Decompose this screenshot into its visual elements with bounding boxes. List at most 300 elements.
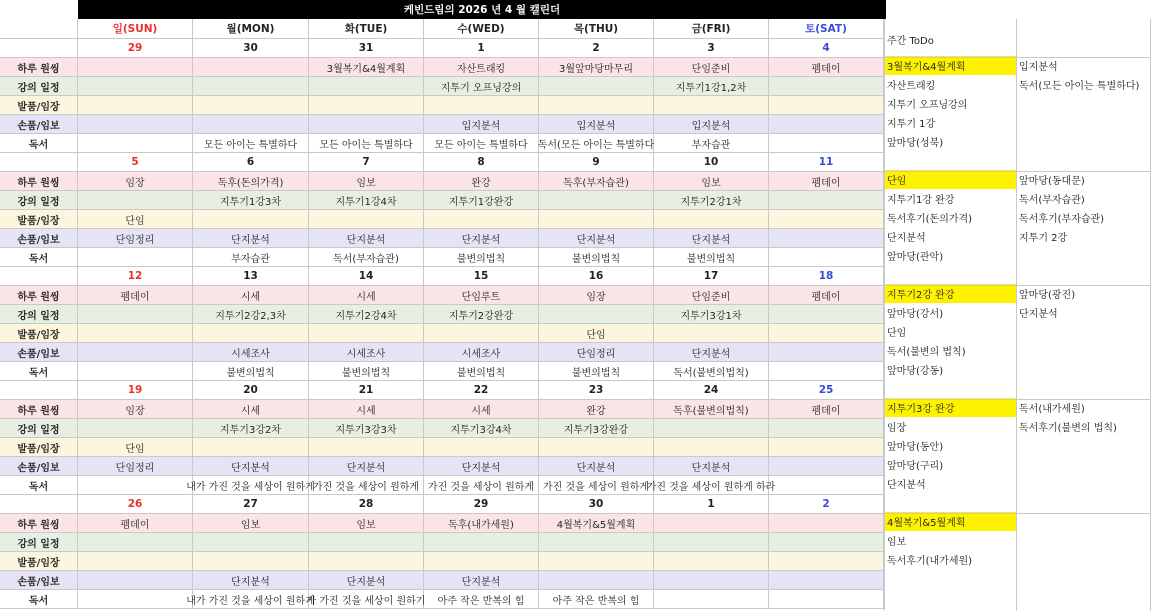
schedule-cell[interactable] <box>424 96 539 115</box>
schedule-cell[interactable]: 임보 <box>309 514 424 533</box>
schedule-cell[interactable]: 시세조사 <box>193 343 309 362</box>
schedule-cell[interactable] <box>539 77 654 96</box>
schedule-cell[interactable] <box>193 58 309 77</box>
schedule-cell[interactable]: 임보 <box>193 514 309 533</box>
schedule-cell[interactable]: 독후(부자습관) <box>539 172 654 191</box>
schedule-cell[interactable] <box>769 248 884 267</box>
row-label-3[interactable]: 손품/임보 <box>0 343 78 362</box>
schedule-cell[interactable]: 지투기2강4차 <box>309 305 424 324</box>
schedule-cell[interactable]: 독서(모든 아이는 특별하다 <box>539 134 654 153</box>
todo-item-left[interactable]: 앞마당(강동) <box>887 366 944 377</box>
schedule-cell[interactable] <box>193 115 309 134</box>
schedule-cell[interactable]: 모든 아이는 특별하다 <box>424 134 539 153</box>
date-cell[interactable]: 14 <box>309 267 424 286</box>
schedule-cell[interactable]: 가 가진 것을 세상이 원하기 <box>309 590 424 609</box>
schedule-cell[interactable] <box>309 533 424 552</box>
todo-item-left[interactable]: 4월복기&5월계획 <box>884 512 1016 531</box>
schedule-cell[interactable] <box>78 419 193 438</box>
schedule-cell[interactable]: 단지분석 <box>309 571 424 590</box>
todo-item-right[interactable]: 앞마당(동대문) <box>1019 176 1085 187</box>
date-cell[interactable]: 28 <box>309 495 424 514</box>
todo-item-right[interactable] <box>1016 588 1150 607</box>
schedule-cell[interactable] <box>78 343 193 362</box>
row-label-1[interactable]: 강의 일정 <box>0 77 78 96</box>
schedule-cell[interactable] <box>193 77 309 96</box>
date-cell[interactable]: 20 <box>193 381 309 400</box>
schedule-cell[interactable]: 임보 <box>309 172 424 191</box>
day-header-4[interactable]: 목(THU) <box>539 19 654 39</box>
schedule-cell[interactable] <box>193 552 309 571</box>
row-label-1[interactable]: 강의 일정 <box>0 305 78 324</box>
schedule-cell[interactable]: 단지분석 <box>193 571 309 590</box>
schedule-cell[interactable] <box>539 191 654 210</box>
schedule-cell[interactable]: 독후(불변의법칙) <box>654 400 769 419</box>
todo-item-left[interactable] <box>884 588 1016 607</box>
row-label-1[interactable]: 강의 일정 <box>0 419 78 438</box>
schedule-cell[interactable]: 단지분석 <box>539 457 654 476</box>
row-label-4[interactable]: 독서 <box>0 362 78 381</box>
schedule-cell[interactable]: 불변의법칙 <box>309 362 424 381</box>
todo-item-left[interactable]: 독서후기(내가세원) <box>887 556 973 567</box>
schedule-cell[interactable] <box>769 590 884 609</box>
schedule-cell[interactable]: 지투기3강1차 <box>654 305 769 324</box>
schedule-cell[interactable]: 지투기1강완강 <box>424 191 539 210</box>
schedule-cell[interactable] <box>769 305 884 324</box>
schedule-cell[interactable]: 시세 <box>193 400 309 419</box>
row-label-1[interactable]: 강의 일정 <box>0 533 78 552</box>
schedule-cell[interactable]: 지투기2강완강 <box>424 305 539 324</box>
schedule-cell[interactable] <box>769 115 884 134</box>
todo-item-right[interactable] <box>1016 569 1150 588</box>
schedule-cell[interactable]: 지투기 오프닝강의 <box>424 77 539 96</box>
todo-item-right[interactable]: 독서후기(불변의 법칙) <box>1019 423 1117 434</box>
schedule-cell[interactable]: 완강 <box>424 172 539 191</box>
schedule-cell[interactable]: 단임정리 <box>78 457 193 476</box>
schedule-cell[interactable] <box>309 552 424 571</box>
schedule-cell[interactable] <box>78 77 193 96</box>
date-cell[interactable]: 2 <box>769 495 884 514</box>
schedule-cell[interactable]: 불변의법칙 <box>424 248 539 267</box>
date-row-label-blank[interactable] <box>0 381 78 400</box>
todo-item-right[interactable] <box>1016 474 1150 493</box>
schedule-cell[interactable]: 불변의법칙 <box>193 362 309 381</box>
todo-item-left[interactable]: 임장 <box>887 423 907 434</box>
todo-item-right[interactable] <box>1016 322 1150 341</box>
day-header-0[interactable]: 일(SUN) <box>78 19 193 39</box>
schedule-cell[interactable]: 지투기1강1,2차 <box>654 77 769 96</box>
todo-item-right[interactable] <box>1016 455 1150 474</box>
day-header-5[interactable]: 금(FRI) <box>654 19 769 39</box>
schedule-cell[interactable]: 시세 <box>309 400 424 419</box>
row-label-4[interactable]: 독서 <box>0 134 78 153</box>
todo-item-left[interactable]: 앞마당(강서) <box>887 309 944 320</box>
todo-item-left[interactable]: 앞마당(관악) <box>887 252 944 263</box>
date-cell[interactable]: 27 <box>193 495 309 514</box>
date-cell[interactable]: 7 <box>309 153 424 172</box>
date-cell[interactable]: 25 <box>769 381 884 400</box>
todo-item-right[interactable]: 독서(부자습관) <box>1019 195 1085 206</box>
todo-week-divider <box>884 171 1150 172</box>
todo-item-left[interactable] <box>884 569 1016 588</box>
weekly-todo-header[interactable]: 주간 ToDo <box>887 35 934 47</box>
schedule-cell[interactable] <box>769 571 884 590</box>
schedule-cell[interactable]: 단임 <box>78 210 193 229</box>
schedule-cell[interactable]: 독서(불변의법칙) <box>654 362 769 381</box>
todo-item-right[interactable]: 앞마당(광진) <box>1019 290 1076 301</box>
schedule-cell[interactable] <box>424 533 539 552</box>
schedule-cell[interactable] <box>654 514 769 533</box>
date-cell[interactable]: 1 <box>424 39 539 58</box>
schedule-cell[interactable]: 펨데이 <box>769 400 884 419</box>
schedule-cell[interactable] <box>769 324 884 343</box>
schedule-cell[interactable]: 지투기3강3차 <box>309 419 424 438</box>
schedule-cell[interactable] <box>193 324 309 343</box>
schedule-cell[interactable] <box>78 305 193 324</box>
date-cell[interactable]: 24 <box>654 381 769 400</box>
schedule-cell[interactable]: 지투기1강3차 <box>193 191 309 210</box>
date-cell[interactable]: 17 <box>654 267 769 286</box>
schedule-cell[interactable] <box>78 191 193 210</box>
schedule-cell[interactable] <box>78 476 193 495</box>
day-header-3[interactable]: 수(WED) <box>424 19 539 39</box>
row-label-3[interactable]: 손품/임보 <box>0 229 78 248</box>
schedule-cell[interactable]: 단임정리 <box>539 343 654 362</box>
schedule-cell[interactable] <box>424 552 539 571</box>
schedule-cell[interactable]: 지투기2강1차 <box>654 191 769 210</box>
date-cell[interactable]: 4 <box>769 39 884 58</box>
todo-item-right[interactable] <box>1016 341 1150 360</box>
schedule-cell[interactable] <box>309 115 424 134</box>
day-header-1[interactable]: 월(MON) <box>193 19 309 39</box>
schedule-cell[interactable] <box>654 590 769 609</box>
schedule-cell[interactable] <box>78 362 193 381</box>
todo-item-left[interactable]: 앞마당(성북) <box>887 138 944 149</box>
todo-item-right[interactable] <box>1016 550 1150 569</box>
schedule-cell[interactable] <box>424 210 539 229</box>
schedule-cell[interactable]: 지투기1강4차 <box>309 191 424 210</box>
date-cell[interactable]: 2 <box>539 39 654 58</box>
schedule-cell[interactable]: 단지분석 <box>654 343 769 362</box>
todo-item-left[interactable]: 독서(불변의 법칙) <box>887 347 966 358</box>
schedule-cell[interactable] <box>654 419 769 438</box>
row-label-3[interactable]: 손품/임보 <box>0 115 78 134</box>
schedule-cell[interactable]: 불변의법칙 <box>654 248 769 267</box>
schedule-cell[interactable] <box>769 210 884 229</box>
schedule-cell[interactable] <box>539 96 654 115</box>
todo-item-right[interactable] <box>1016 94 1150 113</box>
schedule-cell[interactable]: 4월복기&5월계획 <box>539 514 654 533</box>
schedule-cell[interactable]: 입지분석 <box>539 115 654 134</box>
row-label-2[interactable]: 발품/임장 <box>0 438 78 457</box>
schedule-cell[interactable]: 단지분석 <box>424 457 539 476</box>
schedule-cell[interactable] <box>539 210 654 229</box>
schedule-cell[interactable] <box>78 571 193 590</box>
todo-item-left[interactable]: 단임 <box>887 328 907 339</box>
schedule-cell[interactable]: 단지분석 <box>654 457 769 476</box>
schedule-cell[interactable]: 자산트래킹 <box>424 58 539 77</box>
todo-item-left[interactable]: 지투기2강 완강 <box>884 284 1016 303</box>
schedule-cell[interactable]: 가진 것을 세상이 원하게 <box>309 476 424 495</box>
todo-item-left[interactable]: 지투기 1강 <box>887 119 936 130</box>
row-label-0[interactable]: 하루 원씽 <box>0 286 78 305</box>
date-cell[interactable]: 30 <box>539 495 654 514</box>
date-cell[interactable]: 22 <box>424 381 539 400</box>
todo-item-left[interactable]: 임보 <box>887 537 907 548</box>
schedule-cell[interactable] <box>769 514 884 533</box>
schedule-cell[interactable]: 임장 <box>78 172 193 191</box>
todo-item-left[interactable]: 자산트래킹 <box>887 81 936 92</box>
schedule-cell[interactable]: 단지분석 <box>193 229 309 248</box>
schedule-cell[interactable]: 아주 작은 반복의 힘 <box>539 590 654 609</box>
date-cell[interactable]: 16 <box>539 267 654 286</box>
date-cell[interactable]: 18 <box>769 267 884 286</box>
todo-item-right[interactable]: 독서(모든 아이는 특별하다) <box>1019 81 1140 92</box>
date-cell[interactable]: 1 <box>654 495 769 514</box>
schedule-cell[interactable] <box>309 324 424 343</box>
schedule-cell[interactable] <box>78 552 193 571</box>
schedule-cell[interactable] <box>769 438 884 457</box>
schedule-cell[interactable]: 시세 <box>309 286 424 305</box>
schedule-cell[interactable]: 펨데이 <box>78 514 193 533</box>
date-cell[interactable]: 19 <box>78 381 193 400</box>
schedule-cell[interactable] <box>769 343 884 362</box>
row-label-0[interactable]: 하루 원씽 <box>0 58 78 77</box>
schedule-cell[interactable]: 아주 작은 반복의 힘 <box>424 590 539 609</box>
schedule-cell[interactable] <box>654 571 769 590</box>
todo-item-right[interactable] <box>1016 512 1150 531</box>
row-label-0[interactable]: 하루 원씽 <box>0 400 78 419</box>
schedule-cell[interactable] <box>424 324 539 343</box>
row-label-2[interactable]: 발품/임장 <box>0 210 78 229</box>
schedule-cell[interactable]: 가진 것을 세상이 원하게 하라 <box>654 476 769 495</box>
schedule-cell[interactable]: 내가 가진 것을 세상이 원하게 <box>193 590 309 609</box>
schedule-cell[interactable] <box>193 96 309 115</box>
todo-item-right[interactable]: 지투기 2강 <box>1019 233 1068 244</box>
schedule-cell[interactable] <box>193 438 309 457</box>
schedule-cell[interactable]: 펨데이 <box>769 58 884 77</box>
schedule-cell[interactable]: 단지분석 <box>539 229 654 248</box>
todo-item-right[interactable]: 입지분석 <box>1019 62 1058 73</box>
schedule-cell[interactable]: 불변의법칙 <box>539 248 654 267</box>
date-cell[interactable]: 30 <box>193 39 309 58</box>
date-cell[interactable]: 12 <box>78 267 193 286</box>
todo-item-right[interactable] <box>1016 246 1150 265</box>
date-cell[interactable]: 29 <box>78 39 193 58</box>
schedule-cell[interactable] <box>769 134 884 153</box>
schedule-cell[interactable] <box>78 96 193 115</box>
todo-item-right[interactable] <box>1016 436 1150 455</box>
schedule-cell[interactable]: 시세 <box>193 286 309 305</box>
schedule-cell[interactable] <box>193 210 309 229</box>
schedule-cell[interactable] <box>654 96 769 115</box>
schedule-cell[interactable] <box>78 533 193 552</box>
schedule-cell[interactable]: 부자습관 <box>654 134 769 153</box>
schedule-cell[interactable]: 단지분석 <box>424 571 539 590</box>
date-cell[interactable]: 29 <box>424 495 539 514</box>
todo-item-right[interactable] <box>1016 531 1150 550</box>
schedule-cell[interactable] <box>539 571 654 590</box>
schedule-cell[interactable] <box>769 191 884 210</box>
schedule-cell[interactable] <box>769 77 884 96</box>
schedule-cell[interactable]: 단임정리 <box>78 229 193 248</box>
schedule-cell[interactable]: 시세조사 <box>309 343 424 362</box>
schedule-cell[interactable]: 지투기2강2,3차 <box>193 305 309 324</box>
schedule-cell[interactable] <box>78 115 193 134</box>
schedule-cell[interactable] <box>769 533 884 552</box>
schedule-cell[interactable]: 가진 것을 세상이 원하게 <box>424 476 539 495</box>
schedule-cell[interactable]: 단임 <box>78 438 193 457</box>
schedule-cell[interactable]: 3월복기&4월계획 <box>309 58 424 77</box>
row-label-0[interactable]: 하루 원씽 <box>0 172 78 191</box>
row-label-2[interactable]: 발품/임장 <box>0 552 78 571</box>
schedule-cell[interactable] <box>654 210 769 229</box>
todo-item-left[interactable]: 3월복기&4월계획 <box>884 56 1016 75</box>
todo-item-right[interactable]: 독서(내가세원) <box>1019 404 1085 415</box>
schedule-cell[interactable] <box>769 96 884 115</box>
schedule-cell[interactable] <box>654 552 769 571</box>
schedule-cell[interactable] <box>309 438 424 457</box>
date-cell[interactable]: 31 <box>309 39 424 58</box>
schedule-cell[interactable] <box>769 552 884 571</box>
schedule-cell[interactable] <box>654 438 769 457</box>
date-cell[interactable]: 23 <box>539 381 654 400</box>
schedule-cell[interactable]: 펨데이 <box>78 286 193 305</box>
schedule-cell[interactable]: 펨데이 <box>769 172 884 191</box>
row-label-3[interactable]: 손품/임보 <box>0 571 78 590</box>
date-cell[interactable]: 10 <box>654 153 769 172</box>
schedule-cell[interactable] <box>769 419 884 438</box>
date-cell[interactable]: 26 <box>78 495 193 514</box>
date-cell[interactable]: 3 <box>654 39 769 58</box>
schedule-cell[interactable]: 내가 가진 것을 세상이 원하게 <box>193 476 309 495</box>
date-cell[interactable]: 13 <box>193 267 309 286</box>
schedule-cell[interactable]: 펨데이 <box>769 286 884 305</box>
schedule-cell[interactable]: 지투기3강완강 <box>539 419 654 438</box>
todo-item-left[interactable]: 앞마당(구리) <box>887 461 944 472</box>
schedule-cell[interactable]: 단임준비 <box>654 286 769 305</box>
schedule-cell[interactable]: 모든 아이는 특별하다 <box>309 134 424 153</box>
schedule-cell[interactable] <box>78 324 193 343</box>
schedule-cell[interactable]: 임장 <box>539 286 654 305</box>
schedule-cell[interactable]: 독후(돈의가격) <box>193 172 309 191</box>
day-header-2[interactable]: 화(TUE) <box>309 19 424 39</box>
date-cell[interactable]: 15 <box>424 267 539 286</box>
schedule-cell[interactable]: 입지분석 <box>654 115 769 134</box>
schedule-cell[interactable]: 임보 <box>654 172 769 191</box>
row-label-3[interactable]: 손품/임보 <box>0 457 78 476</box>
schedule-cell[interactable]: 독서(부자습관) <box>309 248 424 267</box>
schedule-cell[interactable]: 불변의법칙 <box>424 362 539 381</box>
schedule-cell[interactable] <box>539 438 654 457</box>
todo-item-left[interactable]: 독서후기(돈의가격) <box>887 214 973 225</box>
schedule-cell[interactable]: 불변의법칙 <box>539 362 654 381</box>
schedule-cell[interactable] <box>769 362 884 381</box>
row-label-0[interactable]: 하루 원씽 <box>0 514 78 533</box>
todo-item-right[interactable] <box>1016 113 1150 132</box>
schedule-cell[interactable] <box>78 134 193 153</box>
todo-item-right[interactable]: 단지분석 <box>1019 309 1058 320</box>
date-row-label-blank[interactable] <box>0 267 78 286</box>
schedule-cell[interactable]: 단지분석 <box>309 229 424 248</box>
schedule-cell[interactable]: 가진 것을 세상이 원하게 <box>539 476 654 495</box>
schedule-cell[interactable]: 단임루트 <box>424 286 539 305</box>
schedule-cell[interactable] <box>539 552 654 571</box>
todo-item-left[interactable]: 지투기 오프닝강의 <box>887 100 968 111</box>
schedule-cell[interactable] <box>654 324 769 343</box>
todo-item-left[interactable]: 지투기1강 완강 <box>887 195 955 206</box>
todo-item-left[interactable]: 단임 <box>884 170 1016 189</box>
schedule-cell[interactable]: 독후(내가세원) <box>424 514 539 533</box>
date-cell[interactable]: 11 <box>769 153 884 172</box>
row-label-4[interactable]: 독서 <box>0 476 78 495</box>
date-cell[interactable]: 9 <box>539 153 654 172</box>
date-cell[interactable]: 8 <box>424 153 539 172</box>
schedule-cell[interactable] <box>424 438 539 457</box>
schedule-cell[interactable]: 단임준비 <box>654 58 769 77</box>
schedule-cell[interactable]: 시세 <box>424 400 539 419</box>
schedule-cell[interactable] <box>193 533 309 552</box>
date-cell[interactable]: 21 <box>309 381 424 400</box>
schedule-cell[interactable]: 단지분석 <box>654 229 769 248</box>
schedule-cell[interactable] <box>309 77 424 96</box>
schedule-cell[interactable] <box>654 533 769 552</box>
schedule-cell[interactable]: 임장 <box>78 400 193 419</box>
date-cell[interactable]: 5 <box>78 153 193 172</box>
schedule-cell[interactable] <box>78 248 193 267</box>
schedule-cell[interactable] <box>769 457 884 476</box>
schedule-cell[interactable]: 완강 <box>539 400 654 419</box>
todo-item-left[interactable]: 앞마당(동안) <box>887 442 944 453</box>
todo-item-right[interactable] <box>1016 132 1150 151</box>
todo-item-left[interactable]: 단지분석 <box>887 480 926 491</box>
header-corner-cell[interactable] <box>0 19 78 39</box>
row-label-4[interactable]: 독서 <box>0 248 78 267</box>
row-label-2[interactable]: 발품/임장 <box>0 324 78 343</box>
schedule-cell[interactable]: 3월앞마당마무리 <box>539 58 654 77</box>
todo-item-left[interactable]: 단지분석 <box>887 233 926 244</box>
schedule-cell[interactable] <box>309 96 424 115</box>
date-row-label-blank[interactable] <box>0 153 78 172</box>
schedule-cell[interactable] <box>78 590 193 609</box>
todo-item-right[interactable] <box>1016 360 1150 379</box>
schedule-cell[interactable] <box>539 533 654 552</box>
date-row-label-blank[interactable] <box>0 39 78 58</box>
row-label-1[interactable]: 강의 일정 <box>0 191 78 210</box>
todo-item-right[interactable]: 독서후기(부자습관) <box>1019 214 1105 225</box>
schedule-cell[interactable]: 단지분석 <box>424 229 539 248</box>
schedule-cell[interactable] <box>539 305 654 324</box>
schedule-cell[interactable] <box>769 229 884 248</box>
schedule-cell[interactable]: 모든 아이는 특별하다 <box>193 134 309 153</box>
date-row-label-blank[interactable] <box>0 495 78 514</box>
schedule-cell[interactable]: 지투기3강4차 <box>424 419 539 438</box>
schedule-cell[interactable]: 단임 <box>539 324 654 343</box>
schedule-cell[interactable] <box>78 58 193 77</box>
day-header-6[interactable]: 토(SAT) <box>769 19 884 39</box>
schedule-cell[interactable]: 시세조사 <box>424 343 539 362</box>
schedule-cell[interactable]: 지투기3강2차 <box>193 419 309 438</box>
schedule-cell[interactable] <box>769 476 884 495</box>
date-cell[interactable]: 6 <box>193 153 309 172</box>
schedule-cell[interactable]: 부자습관 <box>193 248 309 267</box>
schedule-cell[interactable]: 입지분석 <box>424 115 539 134</box>
row-label-4[interactable]: 독서 <box>0 590 78 609</box>
schedule-cell[interactable] <box>309 210 424 229</box>
schedule-cell[interactable]: 단지분석 <box>193 457 309 476</box>
row-label-2[interactable]: 발품/임장 <box>0 96 78 115</box>
todo-item-left[interactable]: 지투기3강 완강 <box>884 398 1016 417</box>
schedule-cell[interactable]: 단지분석 <box>309 457 424 476</box>
